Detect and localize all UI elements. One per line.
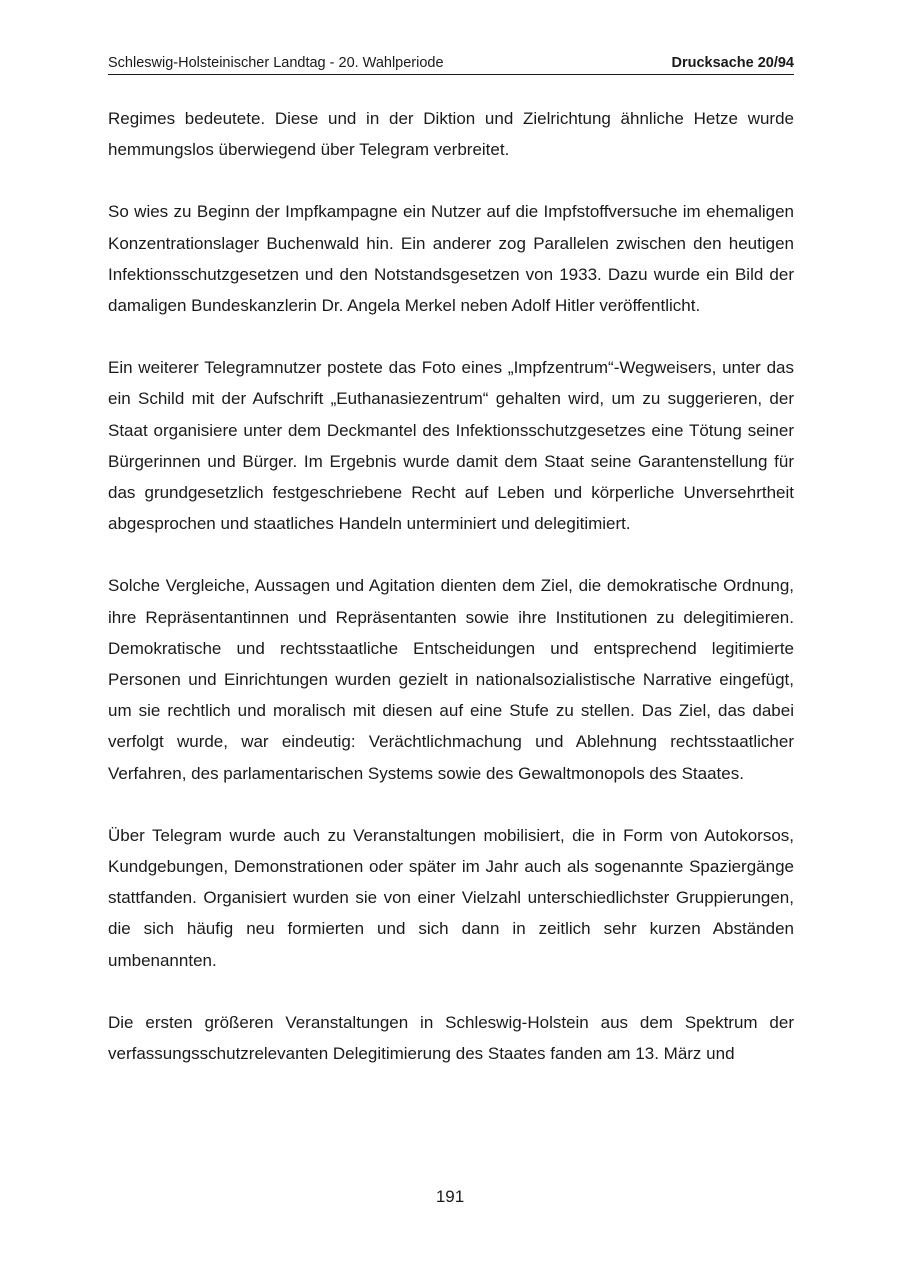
header-publication-title: Schleswig-Holsteinischer Landtag - 20. Wahlperiode xyxy=(108,55,444,71)
body-paragraph: Solche Vergleiche, Aussagen und Agitation dienten dem Ziel, die demokratische Ordnung, ihre Repräsentantinnen und Repräsentanten sowie ihre Institutionen zu delegitimieren. Demokratische und rechtsstaatliche Entscheidungen und entsprechend legitimierte Personen und Einrichtungen wurden gezielt in nationalsozialistische Narrative eingefügt, um sie rechtlich und moralisch mit diesen auf eine Stufe zu stellen. Das Ziel, das dabei verfolgt wurde, war eindeutig: Verächtlichmachung und Ablehnung rechtsstaatlicher Verfahren, des parlamentarischen Systems sowie des Gewaltmonopols des Staates. xyxy=(108,576,794,783)
header-document-number: Drucksache 20/94 xyxy=(671,55,794,71)
page-header xyxy=(108,55,794,75)
body-paragraph: Über Telegram wurde auch zu Veranstaltungen mobilisiert, die in Form von Autokorsos, Kundgebungen, Demonstrationen oder später im Jahr auch als sogenannte Spaziergänge stattfanden. Organisiert wurden sie von einer Vielzahl unterschiedlichster Gruppierungen, die sich häufig neu formierten und sich dann in zeitlich sehr kurzen Abständen umbenannten. xyxy=(108,825,794,970)
body-paragraph: Regimes bedeutete. Diese und in der Diktion und Zielrichtung ähnliche Hetze wurde hemmungslos überwiegend über Telegram verbreitet. xyxy=(108,109,794,160)
page-number: 191 xyxy=(435,1187,465,1206)
page-body xyxy=(108,103,794,1069)
body-paragraph: So wies zu Beginn der Impfkampagne ein Nutzer auf die Impfstoffversuche im ehemaligen Konzentrationslager Buchenwald hin. Ein anderer zog Parallelen zwischen den heutigen Infektionsschutzgesetzen und den Notstandsgesetzen von 1933. Dazu wurde ein Bild der damaligen Bundeskanzlerin Dr. Angela Merkel neben Adolf Hitler veröffentlicht. xyxy=(108,202,794,316)
body-paragraph: Ein weiterer Telegramnutzer postete das Foto eines „Impfzentrum“-Wegweisers, unter das ein Schild mit der Aufschrift „Euthanasiezentrum“ gehalten wird, um zu suggerieren, der Staat organisiere unter dem Deckmantel des Infektionsschutzgesetzes eine Tötung seiner Bürgerinnen und Bürger. Im Ergebnis wurde damit dem Staat seine Garantenstellung für das grundgesetzlich festgeschriebene Recht auf Leben und körperliche Unversehrtheit abgesprochen und staatliches Handeln unterminiert und delegitimiert. xyxy=(108,358,794,534)
body-paragraph: Die ersten größeren Veranstaltungen in Schleswig-Holstein aus dem Spektrum der verfassungsschutzrelevanten Delegitimierung des Staates fanden am 13. März und xyxy=(108,1012,794,1064)
